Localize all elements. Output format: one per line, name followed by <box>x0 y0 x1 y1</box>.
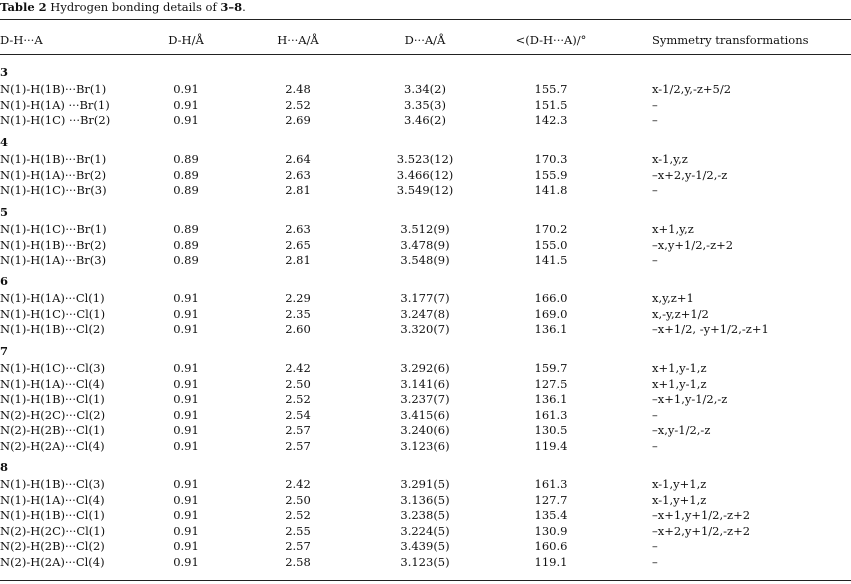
bottom-rule <box>0 580 851 581</box>
caption-end: . <box>242 0 246 14</box>
cell-ha: 2.42 <box>285 477 311 491</box>
cell-dha: N(1)-H(1C)···Cl(3) <box>0 361 106 375</box>
cell-dha: N(1)-H(1C) ···Br(2) <box>0 113 111 127</box>
cell-angle: 135.4 <box>534 508 568 522</box>
header-dha: D-H···A <box>0 33 43 47</box>
cell-dh: 0.91 <box>173 291 199 305</box>
cell-angle: 136.1 <box>534 322 568 336</box>
cell-symmetry: –x,y-1/2,-z <box>652 423 711 437</box>
cell-da: 3.320(7) <box>400 322 450 336</box>
cell-dha: N(1)-H(1B)···Cl(2) <box>0 322 105 336</box>
cell-ha: 2.64 <box>285 152 311 166</box>
cell-ha: 2.52 <box>285 392 311 406</box>
cell-symmetry: –x,y+1/2,-z+2 <box>652 237 734 252</box>
cell-angle: 141.5 <box>534 253 568 267</box>
cell-dha: N(1)-H(1C)···Br(3) <box>0 183 107 197</box>
cell-dh: 0.91 <box>173 82 199 96</box>
cell-dh: 0.89 <box>173 167 199 182</box>
header-ha: H···A/Å <box>277 33 319 47</box>
cell-da: 3.291(5) <box>400 477 450 491</box>
cell-da: 3.35(3) <box>404 97 446 112</box>
cell-angle: 151.5 <box>534 97 568 112</box>
cell-angle: 130.5 <box>534 423 568 437</box>
cell-ha: 2.54 <box>285 407 311 422</box>
cell-angle: 141.8 <box>534 183 568 197</box>
cell-symmetry: x,-y,z+1/2 <box>652 306 709 321</box>
cell-angle: 127.7 <box>534 492 568 507</box>
cell-dh: 0.91 <box>173 407 199 422</box>
cell-da: 3.136(5) <box>400 492 450 507</box>
cell-ha: 2.65 <box>285 237 311 252</box>
caption-text: Hydrogen bonding details of <box>50 0 221 14</box>
cell-dh: 0.91 <box>173 392 199 406</box>
group-label: 8 <box>0 460 9 474</box>
cell-dh: 0.91 <box>173 438 199 453</box>
cell-da: 3.238(5) <box>400 508 450 522</box>
cell-ha: 2.55 <box>285 523 311 538</box>
cell-angle: 119.1 <box>534 554 568 569</box>
cell-dha: N(1)-H(1A)···Cl(4) <box>0 376 105 391</box>
cell-symmetry: x+1,y-1,z <box>652 376 707 391</box>
cell-angle: 119.4 <box>534 438 568 453</box>
cell-symmetry: –x+1,y+1/2,-z+2 <box>652 508 751 522</box>
group-label: 3 <box>0 65 9 79</box>
cell-ha: 2.42 <box>285 361 311 375</box>
cell-angle: 155.0 <box>534 237 568 252</box>
cell-dha: N(1)-H(1B)···Cl(1) <box>0 392 105 406</box>
cell-da: 3.415(6) <box>400 407 450 422</box>
cell-ha: 2.35 <box>285 306 311 321</box>
cell-da: 3.292(6) <box>400 361 450 375</box>
cell-dh: 0.91 <box>173 423 199 437</box>
cell-angle: 160.6 <box>534 539 568 553</box>
cell-angle: 161.3 <box>534 477 568 491</box>
cell-da: 3.123(5) <box>400 554 450 569</box>
cell-symmetry: – <box>652 554 658 569</box>
cell-dh: 0.91 <box>173 477 199 491</box>
caption-label: Table 2 <box>0 0 47 14</box>
top-rule <box>0 19 851 20</box>
cell-symmetry: –x+2,y+1/2,-z+2 <box>652 523 751 538</box>
cell-dh: 0.91 <box>173 361 199 375</box>
cell-dh: 0.89 <box>173 237 199 252</box>
cell-dha: N(1)-H(1B)···Cl(3) <box>0 477 105 491</box>
cell-angle: 170.2 <box>534 222 568 236</box>
cell-dha: N(1)-H(1C)···Br(1) <box>0 222 107 236</box>
cell-ha: 2.63 <box>285 222 311 236</box>
cell-dh: 0.91 <box>173 306 199 321</box>
cell-dha: N(1)-H(1A) ···Br(1) <box>0 97 110 112</box>
group-label: 6 <box>0 274 9 288</box>
cell-dh: 0.91 <box>173 523 199 538</box>
cell-dh: 0.91 <box>173 322 199 336</box>
cell-symmetry: – <box>652 183 658 197</box>
table-caption <box>0 0 246 14</box>
cell-ha: 2.60 <box>285 322 311 336</box>
cell-ha: 2.48 <box>285 82 311 96</box>
cell-dh: 0.91 <box>173 113 199 127</box>
cell-da: 3.512(9) <box>400 222 450 236</box>
cell-angle: 166.0 <box>534 291 568 305</box>
cell-symmetry: – <box>652 253 658 267</box>
cell-dh: 0.91 <box>173 539 199 553</box>
header-rule <box>0 54 851 55</box>
cell-symmetry: x+1,y-1,z <box>652 361 707 375</box>
cell-symmetry: x-1,y,z <box>652 152 688 166</box>
cell-da: 3.141(6) <box>400 376 450 391</box>
cell-da: 3.34(2) <box>404 82 446 96</box>
cell-ha: 2.69 <box>285 113 311 127</box>
cell-dha: N(1)-H(1A)···Cl(1) <box>0 291 105 305</box>
cell-da: 3.46(2) <box>404 113 446 127</box>
cell-dh: 0.91 <box>173 376 199 391</box>
cell-angle: 170.3 <box>534 152 568 166</box>
cell-angle: 142.3 <box>534 113 568 127</box>
cell-dha: N(1)-H(1A)···Cl(4) <box>0 492 105 507</box>
cell-symmetry: x-1,y+1,z <box>652 492 707 507</box>
cell-dh: 0.89 <box>173 222 199 236</box>
cell-symmetry: x,y,z+1 <box>652 291 694 305</box>
cell-ha: 2.81 <box>285 183 311 197</box>
group-label: 4 <box>0 135 9 149</box>
cell-dha: N(2)-H(2C)···Cl(1) <box>0 523 106 538</box>
cell-angle: 159.7 <box>534 361 568 375</box>
cell-symmetry: –x+1,y-1/2,-z <box>652 392 728 406</box>
cell-da: 3.224(5) <box>400 523 450 538</box>
cell-dh: 0.89 <box>173 183 199 197</box>
cell-dh: 0.89 <box>173 152 199 166</box>
cell-angle: 127.5 <box>534 376 568 391</box>
cell-symmetry: – <box>652 438 658 453</box>
caption-range-start: 3 <box>220 0 229 14</box>
cell-dha: N(1)-H(1A)···Br(3) <box>0 253 107 267</box>
cell-da: 3.478(9) <box>400 237 450 252</box>
cell-symmetry: – <box>652 97 658 112</box>
cell-da: 3.240(6) <box>400 423 450 437</box>
cell-ha: 2.81 <box>285 253 311 267</box>
cell-da: 3.247(8) <box>400 306 450 321</box>
cell-angle: 161.3 <box>534 407 568 422</box>
group-label: 5 <box>0 205 9 219</box>
group-label: 7 <box>0 344 9 358</box>
cell-dha: N(1)-H(1B)···Br(2) <box>0 237 107 252</box>
cell-symmetry: – <box>652 539 658 553</box>
cell-ha: 2.57 <box>285 539 311 553</box>
caption-dash: – <box>228 0 235 14</box>
cell-da: 3.548(9) <box>400 253 450 267</box>
header-angle: <(D-H···A)/° <box>515 33 587 47</box>
cell-da: 3.549(12) <box>396 183 454 197</box>
cell-da: 3.439(5) <box>400 539 450 553</box>
header-dh: D-H/Å <box>168 33 204 47</box>
cell-ha: 2.52 <box>285 508 311 522</box>
cell-symmetry: – <box>652 407 658 422</box>
cell-dh: 0.91 <box>173 508 199 522</box>
cell-ha: 2.63 <box>285 167 311 182</box>
cell-angle: 155.9 <box>534 167 568 182</box>
cell-ha: 2.58 <box>285 554 311 569</box>
cell-ha: 2.57 <box>285 423 311 437</box>
cell-da: 3.237(7) <box>400 392 450 406</box>
cell-angle: 136.1 <box>534 392 568 406</box>
cell-ha: 2.29 <box>285 291 311 305</box>
cell-dh: 0.91 <box>173 492 199 507</box>
cell-symmetry: x-1,y+1,z <box>652 477 707 491</box>
cell-dha: N(1)-H(1C)···Cl(1) <box>0 306 106 321</box>
cell-symmetry: –x+2,y-1/2,-z <box>652 167 728 182</box>
cell-dha: N(1)-H(1B)···Cl(1) <box>0 508 105 522</box>
cell-dha: N(2)-H(2B)···Cl(2) <box>0 539 105 553</box>
cell-symmetry: – <box>652 113 658 127</box>
cell-dha: N(2)-H(2A)···Cl(4) <box>0 438 105 453</box>
cell-da: 3.523(12) <box>396 152 454 166</box>
cell-dh: 0.91 <box>173 97 199 112</box>
cell-angle: 130.9 <box>534 523 568 538</box>
caption-range-end: 8 <box>234 0 243 14</box>
cell-dha: N(1)-H(1B)···Br(1) <box>0 82 107 96</box>
cell-dha: N(2)-H(2B)···Cl(1) <box>0 423 105 437</box>
header-da: D···A/Å <box>404 33 446 47</box>
cell-da: 3.466(12) <box>396 167 454 182</box>
cell-dh: 0.89 <box>173 253 199 267</box>
cell-dha: N(1)-H(1A)···Br(2) <box>0 167 107 182</box>
cell-symmetry: –x+1/2, -y+1/2,-z+1 <box>652 322 769 336</box>
cell-dha: N(1)-H(1B)···Br(1) <box>0 152 107 166</box>
cell-symmetry: x+1,y,z <box>652 222 694 236</box>
cell-dha: N(2)-H(2A)···Cl(4) <box>0 554 105 569</box>
cell-symmetry: x-1/2,y,-z+5/2 <box>652 82 732 96</box>
cell-dha: N(2)-H(2C)···Cl(2) <box>0 407 106 422</box>
cell-ha: 2.50 <box>285 492 311 507</box>
cell-ha: 2.57 <box>285 438 311 453</box>
cell-angle: 169.0 <box>534 306 568 321</box>
header-symmetry: Symmetry transformations <box>652 33 809 47</box>
cell-angle: 155.7 <box>534 82 568 96</box>
cell-da: 3.177(7) <box>400 291 450 305</box>
cell-ha: 2.50 <box>285 376 311 391</box>
cell-da: 3.123(6) <box>400 438 450 453</box>
cell-ha: 2.52 <box>285 97 311 112</box>
cell-dh: 0.91 <box>173 554 199 569</box>
